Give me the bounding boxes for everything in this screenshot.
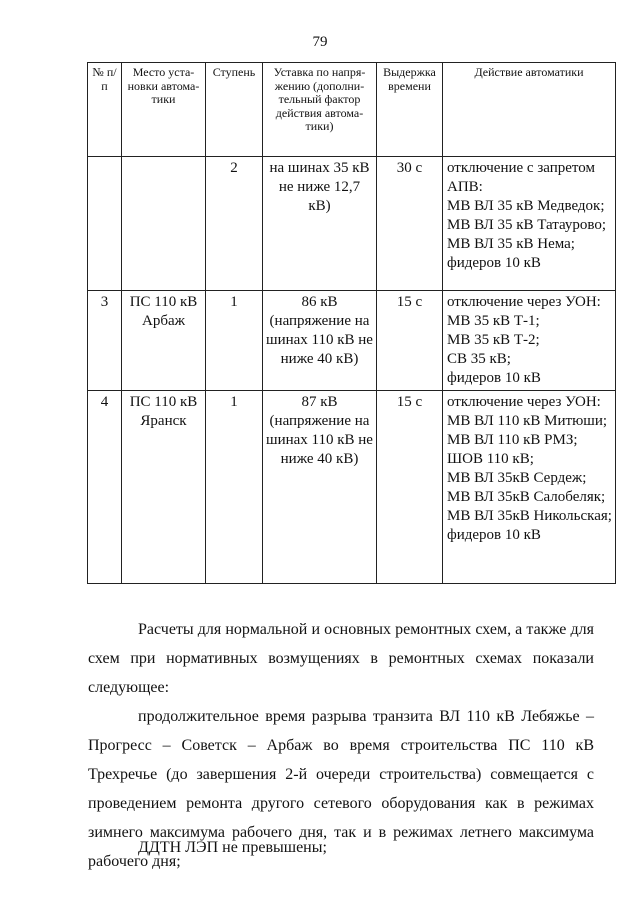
body-paragraph: продолжительное время разрыва транзита ВЛ 110 кВ Лебяжье – Прогресс – Советск – Арбаж во время строительства ПС 110 кВ Трехречье (до завершения 2-й очереди строительства) совмещается с проведением ремонта другого сетевого оборудования как в режимах зимнего максимума рабочего дня, так и в режимах летнего максимума рабочего дня; — [88, 708, 594, 870]
action-line: фидеров 10 кВ — [447, 527, 541, 543]
cell-delay: 15 с — [377, 291, 443, 391]
cell-place: ПС 110 кВ Арбаж — [122, 291, 206, 391]
action-line: МВ ВЛ 35 кВ Татаурово; — [447, 217, 607, 233]
action-line: фидеров 10 кВ — [447, 255, 541, 271]
action-line: МВ ВЛ 35 кВ Нема; — [447, 236, 575, 252]
cell-action — [443, 291, 616, 391]
action-line: отключение с запретом АПВ: — [447, 160, 595, 195]
cell-delay: 15 с — [377, 391, 443, 584]
action-line: МВ ВЛ 35кВ Сердеж; — [447, 470, 587, 486]
cell-setting: на шинах 35 кВ не ниже 12,7 кВ) — [263, 157, 377, 291]
header-cell-delay: Выдержка времени — [377, 63, 443, 157]
action-line: МВ ВЛ 35кВ Салобеляк; — [447, 489, 606, 505]
action-line: МВ ВЛ 110 кВ Митюши; — [447, 413, 608, 429]
table-row — [88, 291, 616, 391]
header-cell-stage: Ступень — [206, 63, 263, 157]
table-header-row — [88, 63, 616, 157]
cell-action — [443, 391, 616, 584]
automation-table — [87, 62, 616, 584]
action-line: ШОВ 110 кВ; — [447, 451, 534, 467]
action-line: МВ 35 кВ Т-2; — [447, 332, 540, 348]
cell-number — [88, 157, 122, 291]
cell-action — [443, 157, 616, 291]
cell-number: 4 — [88, 391, 122, 584]
action-line: МВ ВЛ 110 кВ РМЗ; — [447, 432, 578, 448]
body-paragraph: ДДТН ЛЭП не превышены; — [138, 839, 327, 856]
page-number: 79 — [312, 34, 328, 50]
action-line: МВ ВЛ 35 кВ Медведок; — [447, 198, 605, 214]
body-paragraph: Расчеты для нормальной и основных ремонтных схем, а также для схем при нормативных возмущениях в ремонтных схемах показали следующее: — [88, 621, 594, 696]
cell-setting: 86 кВ (напряжение на шинах 110 кВ не ниже 40 кВ) — [263, 291, 377, 391]
action-line: отключение через УОН: — [447, 394, 601, 410]
action-line: отключение через УОН: — [447, 294, 601, 310]
header-cell-action: Действие автоматики — [443, 63, 616, 157]
cell-stage: 2 — [206, 157, 263, 291]
header-cell-place: Место уста-новки автома-тики — [122, 63, 206, 157]
cell-stage: 1 — [206, 391, 263, 584]
header-cell-setting: Уставка по напря-жению (дополни-тельный фактор действия автома-тики) — [263, 63, 377, 157]
cell-delay: 30 с — [377, 157, 443, 291]
action-line: СВ 35 кВ; — [447, 351, 511, 367]
action-line: фидеров 10 кВ — [447, 370, 541, 386]
action-line: МВ 35 кВ Т-1; — [447, 313, 540, 329]
cell-place: ПС 110 кВ Яранск — [122, 391, 206, 584]
cell-setting: 87 кВ (напряжение на шинах 110 кВ не ниже 40 кВ) — [263, 391, 377, 584]
action-line: МВ ВЛ 35кВ Никольская; — [447, 508, 612, 524]
cell-number: 3 — [88, 291, 122, 391]
table-row — [88, 157, 616, 291]
header-cell-number: № п/п — [88, 63, 122, 157]
table-row — [88, 391, 616, 584]
cell-place — [122, 157, 206, 291]
cell-stage: 1 — [206, 291, 263, 391]
